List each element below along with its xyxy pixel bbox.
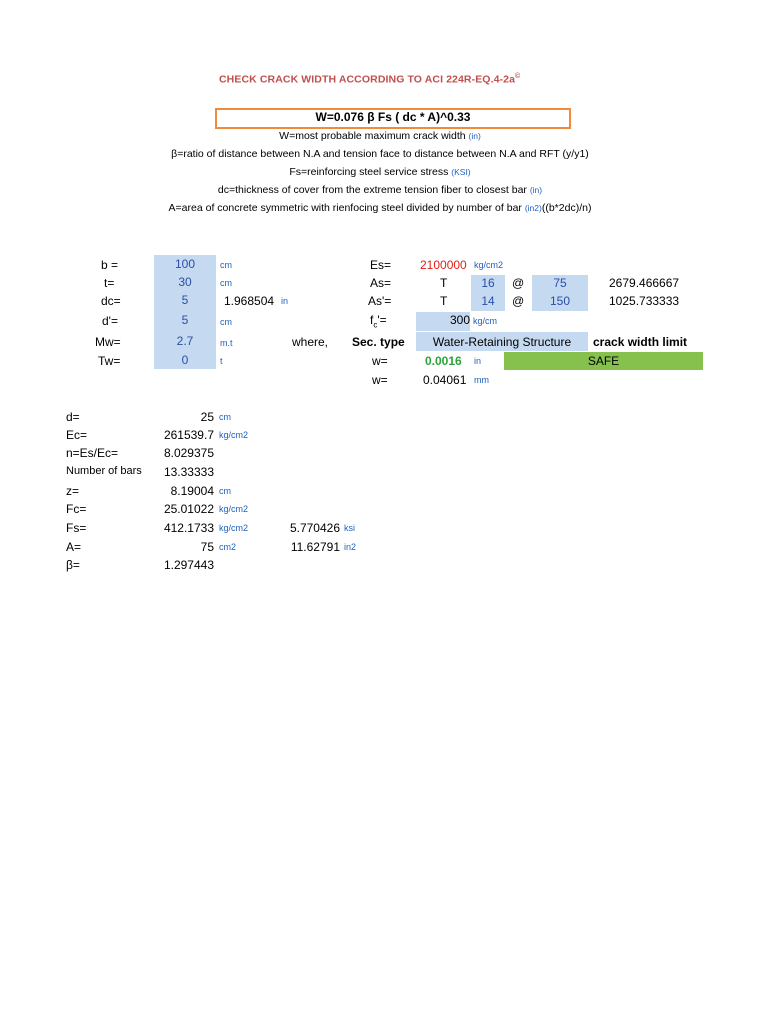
tw-label: Tw= <box>98 354 121 368</box>
as-at: @ <box>512 276 525 290</box>
as-prime-result: 1025.733333 <box>609 294 680 308</box>
w-mm-value: 0.04061 <box>423 373 467 387</box>
as-prime-at: @ <box>512 294 525 308</box>
as-result: 2679.466667 <box>609 276 680 290</box>
result-label: Number of bars <box>66 465 142 477</box>
status-badge: SAFE <box>504 352 703 370</box>
t-label: t= <box>104 276 115 290</box>
sheet-title: CHECK CRACK WIDTH ACCORDING TO ACI 224R-EQ.4-2a© <box>219 73 521 86</box>
es-value[interactable]: 2100000 <box>420 258 467 272</box>
as-type: T <box>440 276 448 290</box>
as-dia-input[interactable]: 16 <box>481 276 495 290</box>
dc-inches: 1.968504 <box>224 294 275 308</box>
crack-limit-label: crack width limit <box>593 335 688 349</box>
as-prime-label: As'= <box>368 294 392 308</box>
result-label: Fs= <box>66 521 87 535</box>
result-label: β= <box>66 558 80 572</box>
result-value: 8.029375 <box>163 446 214 460</box>
b-unit: cm <box>220 260 232 270</box>
b-input[interactable]: 100 <box>174 257 196 271</box>
result-unit: kg/cm2 <box>219 504 249 514</box>
fc-input[interactable]: 300 <box>449 313 470 327</box>
result-label: z= <box>66 484 80 498</box>
def-beta: β=ratio of distance between N.A and tension face to distance between N.A and RFT (y/y1) <box>171 148 589 160</box>
as-label: As= <box>370 276 392 290</box>
result-value: 8.19004 <box>170 484 214 498</box>
fc-label: $f_c'=$ <box>370 313 387 330</box>
mw-input[interactable]: 2.7 <box>176 334 194 348</box>
mw-unit: m.t <box>220 338 233 348</box>
es-unit: kg/cm2 <box>474 260 504 270</box>
es-label: Es= <box>370 258 392 272</box>
as-prime-spacing-input[interactable]: 150 <box>549 294 571 308</box>
result-extra-value: 5.770426 <box>289 521 340 535</box>
as-spacing-input[interactable]: 75 <box>553 276 567 290</box>
result-unit: cm <box>219 486 231 496</box>
result-label: n=Es/Ec= <box>66 446 119 460</box>
sec-type-label: Sec. type <box>352 335 405 349</box>
dc-inches-unit: in <box>281 296 289 306</box>
tw-unit: t <box>220 356 223 366</box>
def-w: W=most probable maximum crack width (in) <box>279 130 481 142</box>
t-input[interactable]: 30 <box>178 275 192 289</box>
w-mm-label: w= <box>372 373 388 387</box>
fc-unit: kg/cm <box>473 316 498 326</box>
result-value: 412.1733 <box>163 521 214 535</box>
result-value: 13.33333 <box>163 465 214 479</box>
d-prime-label: d'= <box>102 314 118 328</box>
result-unit: cm <box>219 412 231 422</box>
result-value: 75 <box>200 540 214 554</box>
result-value: 25 <box>200 410 214 424</box>
result-unit: kg/cm2 <box>219 523 249 533</box>
def-fs: Fs=reinforcing steel service stress (KSI) <box>289 166 471 178</box>
result-extra-value: 11.62791 <box>290 540 340 554</box>
d-prime-input[interactable]: 5 <box>181 313 189 327</box>
tw-input[interactable]: 0 <box>181 353 189 367</box>
result-value: 261539.7 <box>163 428 214 442</box>
result-label: A= <box>66 540 82 554</box>
t-unit: cm <box>220 278 232 288</box>
result-value: 25.01022 <box>163 502 214 516</box>
result-unit: cm2 <box>219 542 237 552</box>
w-mm-unit: mm <box>474 375 489 385</box>
dc-label: dc= <box>101 294 121 308</box>
sec-type-select[interactable]: Water-Retaining Structure <box>432 335 572 349</box>
formula: W=0.076 β Fs ( dc * A)^0.33 <box>315 110 471 124</box>
input-column-fill <box>154 255 216 369</box>
result-label: Fc= <box>66 502 87 516</box>
def-dc: dc=thickness of cover from the extreme tension fiber to closest bar (in) <box>217 184 543 196</box>
result-label: Ec= <box>66 428 88 442</box>
b-label: b = <box>101 258 119 272</box>
mw-label: Mw= <box>95 335 121 349</box>
w-in-value: 0.0016 <box>425 354 462 368</box>
result-extra-unit: ksi <box>344 523 355 533</box>
result-value: 1.297443 <box>163 558 214 572</box>
result-unit: kg/cm2 <box>219 430 249 440</box>
w-in-label: w= <box>372 354 388 368</box>
dc-input[interactable]: 5 <box>181 293 189 307</box>
result-label: d= <box>66 410 80 424</box>
where-label: where, <box>292 335 329 349</box>
def-a: A=area of concrete symmetric with rienfocing steel divided by number of bar (in2)((b*2dc)/n) <box>168 202 592 214</box>
d-prime-unit: cm <box>220 317 232 327</box>
as-prime-type: T <box>440 294 448 308</box>
result-extra-unit: in2 <box>344 542 357 552</box>
w-in-unit: in <box>474 356 482 366</box>
as-prime-dia-input[interactable]: 14 <box>481 294 495 308</box>
